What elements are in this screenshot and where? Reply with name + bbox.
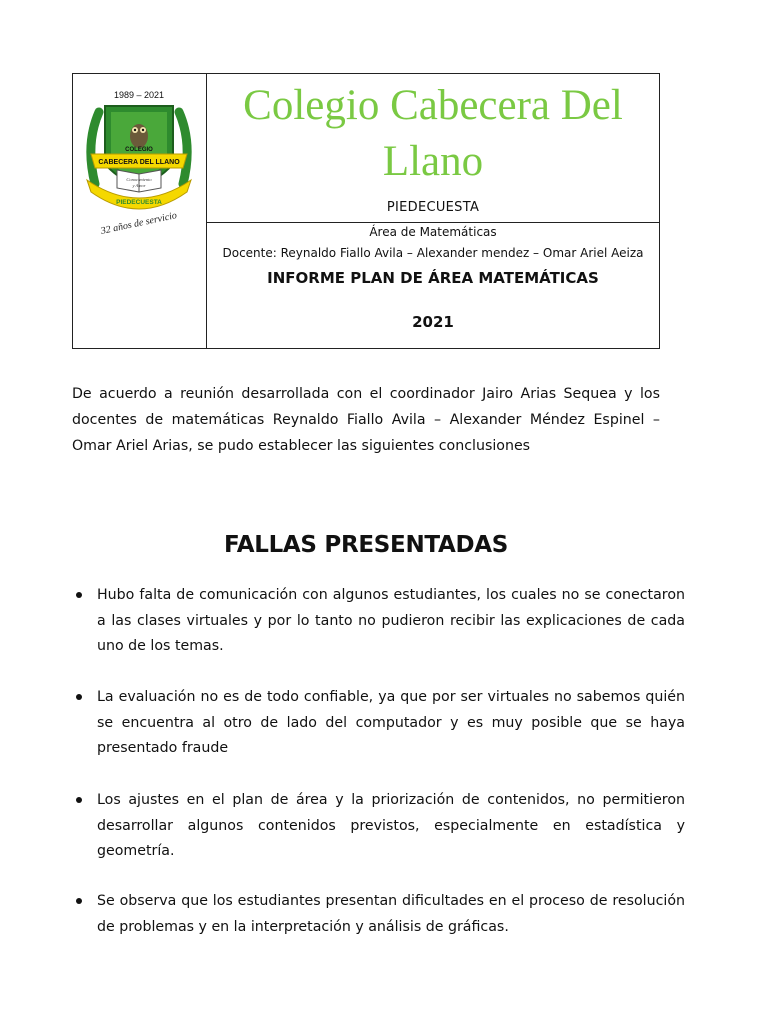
bullet-icon	[76, 898, 82, 904]
school-crest-logo	[77, 84, 201, 234]
list-item-text: Se observa que los estudiantes presentan dificultades en el proceso de resolución de problemas y en la interpretación y análisis de gráficas.	[97, 893, 685, 935]
section-heading: FALLAS PRESENTADAS	[223, 532, 509, 558]
bullet-icon	[76, 694, 82, 700]
logo-anniversary: 32 años de servicio	[99, 210, 178, 234]
area-label: Área de Matemáticas	[369, 225, 497, 239]
school-name-line-1: Colegio Cabecera Del	[243, 82, 623, 129]
list-item	[72, 889, 685, 940]
logo-years: 1989 – 2021	[113, 90, 165, 100]
bullet-icon	[76, 797, 82, 803]
school-name	[207, 78, 659, 190]
logo-band-top: COLEGIO	[125, 147, 153, 153]
list-item	[72, 583, 685, 660]
city-label: PIEDECUESTA	[386, 200, 480, 215]
crest-graphic	[77, 84, 201, 234]
bullet-icon	[76, 592, 82, 598]
logo-band-main: CABECERA DEL LLANO	[98, 159, 180, 166]
logo-motto-1: Conocimiento	[126, 177, 152, 182]
list-item-text: La evaluación no es de todo confiable, ya que por ser virtuales no sabemos quién se encuentra al otro de lado del computador y es muy posible que se haya presentado fraude	[97, 689, 685, 756]
header-table	[72, 73, 660, 349]
list-item	[72, 685, 685, 762]
list-item-text: Hubo falta de comunicación con algunos estudiantes, los cuales no se conectaron a las clases virtuales y por lo tanto no pudieron recibir las explicaciones de cada uno de los temas.	[97, 587, 685, 654]
logo-city-ribbon: PIEDECUESTA	[116, 199, 162, 206]
intro-paragraph: De acuerdo a reunión desarrollada con el coordinador Jairo Arias Sequea y los docentes de matemáticas Reynaldo Fiallo Avila – Alexander Méndez Espinel – Omar Ariel Arias, se pudo establecer las siguientes conclusiones	[72, 386, 660, 454]
logo-motto-2: y Amor	[132, 183, 146, 188]
header-info-cell	[207, 74, 659, 348]
logo-cell	[73, 74, 207, 348]
report-title: INFORME PLAN DE ÁREA MATEMÁTICAS	[267, 269, 599, 287]
report-year: 2021	[412, 313, 454, 331]
school-name-line-2: Llano	[382, 138, 484, 185]
list-item-text: Los ajustes en el plan de área y la priorización de contenidos, no permitieron desarrollar algunos contenidos previstos, especialmente en estadística y geometría.	[97, 792, 685, 859]
header-divider	[207, 222, 659, 223]
teachers-label: Docente: Reynaldo Fiallo Avila – Alexander mendez – Omar Ariel Aeiza	[222, 246, 644, 260]
list-item	[72, 788, 685, 865]
